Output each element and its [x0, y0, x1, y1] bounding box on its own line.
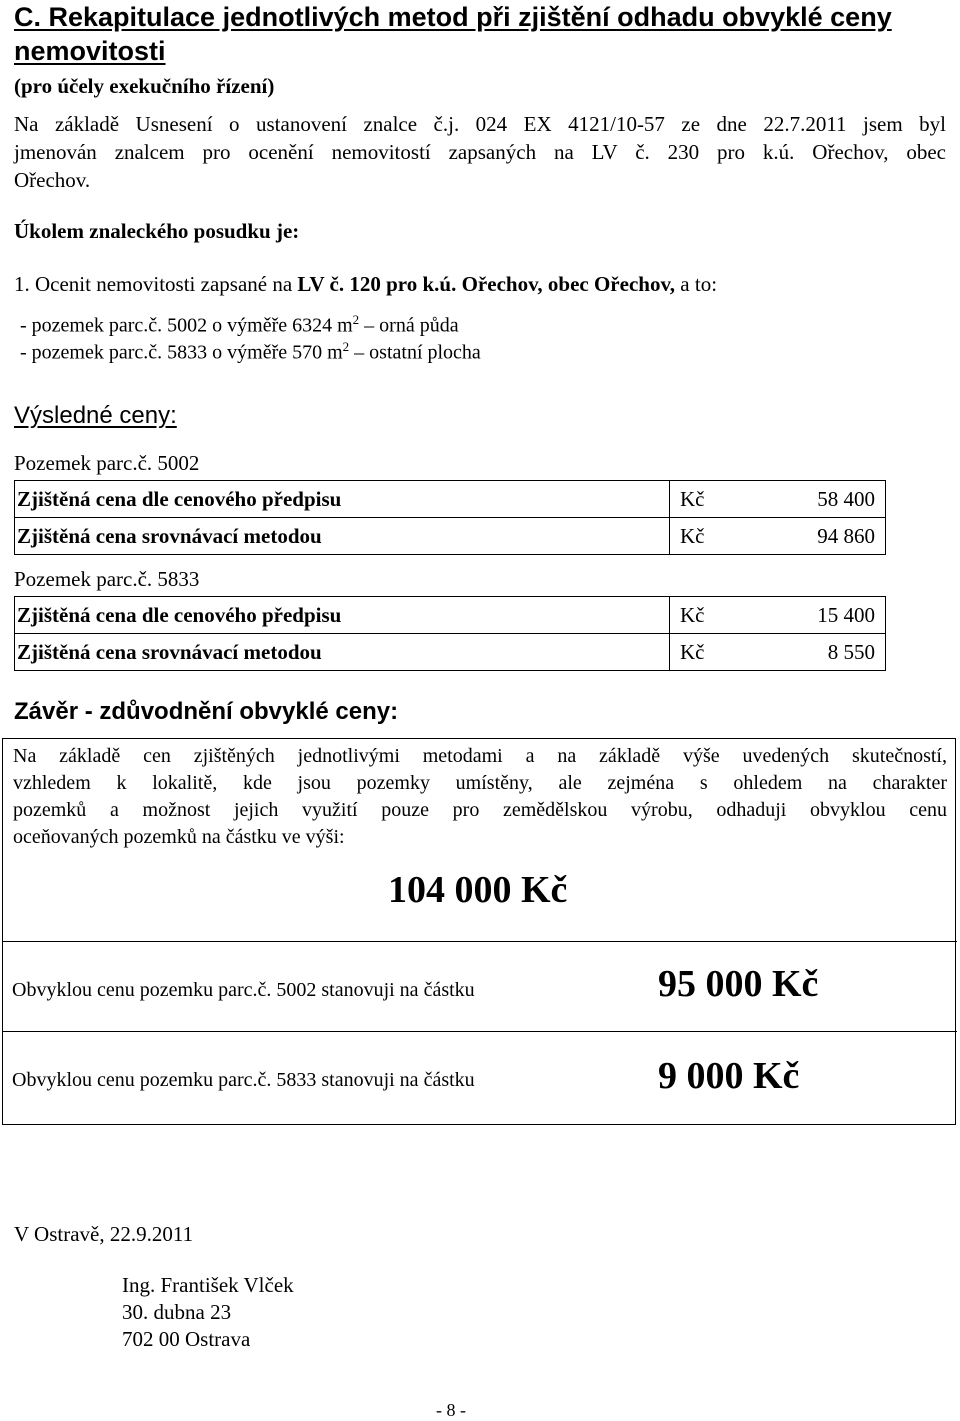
parcel-line-2 — [20, 339, 481, 365]
row-value: 15 400 — [800, 597, 886, 634]
intro-line-3: Ořechov. — [14, 168, 91, 192]
row-label: Zjištěná cena dle cenového předpisu — [15, 597, 670, 634]
table-row — [15, 634, 886, 671]
table-row — [15, 597, 886, 634]
parcel-price-label-5833: Obvyklou cenu pozemku parc.č. 5833 stanovuji na částku — [12, 1069, 475, 1091]
conclusion-line: pozemků a možnost jejich využití pouze pro zemědělskou výrobu, odhaduji obvyklou cenu — [13, 799, 947, 821]
task-title: Úkolem znaleckého posudku je: — [14, 219, 300, 243]
results-title: Výsledné ceny: — [14, 402, 177, 429]
row-label: Zjištěná cena dle cenového předpisu — [15, 481, 670, 518]
task-item-suffix: a to: — [675, 272, 718, 296]
row-value: 94 860 — [800, 518, 886, 555]
price-table-5833 — [14, 596, 886, 671]
conclusion-line: oceňovaných pozemků na částku ve výši: — [13, 826, 345, 848]
place-date: V Ostravě, 22.9.2011 — [14, 1222, 194, 1246]
signer-name: Ing. František Vlček — [122, 1273, 294, 1297]
page-number: - 8 - — [436, 1400, 466, 1420]
row-currency: Kč — [670, 481, 801, 518]
row-currency: Kč — [670, 634, 801, 671]
parcel-1-type: – orná půda — [359, 314, 459, 337]
task-item-bold: LV č. 120 pro k.ú. Ořechov, obec Ořechov, — [297, 272, 676, 296]
intro-line-2: jmenován znalcem pro ocenění nemovitostí zapsaných na LV č. 230 pro k.ú. Ořechov, obec — [14, 140, 946, 164]
conclusion-box — [2, 738, 956, 1125]
signer-street: 30. dubna 23 — [122, 1300, 232, 1324]
row-currency: Kč — [670, 518, 801, 555]
section-title: C. Rekapitulace jednotlivých metod při zjištění odhadu obvyklé ceny nemovitosti — [14, 2, 892, 66]
conclusion-line: vzhledem k lokalitě, kde jsou pozemky umístěny, ale zejména s ohledem na charakter — [13, 772, 947, 794]
parcel-1-sup: 2 — [352, 312, 360, 327]
conclusion-line: Na základě cen zjištěných jednotlivými metodami a na základě výše uvedených skutečností, — [13, 745, 947, 767]
conclusion-text — [13, 743, 947, 851]
parcel-2-sup: 2 — [342, 339, 350, 354]
task-item-prefix: 1. Ocenit nemovitosti zapsané na — [14, 272, 298, 296]
parcel-line-1 — [20, 312, 459, 338]
task-item — [14, 272, 717, 297]
divider — [2, 1031, 957, 1032]
group-label-5002: Pozemek parc.č. 5002 — [14, 451, 200, 475]
parcel-2-text: - pozemek parc.č. 5833 o výměře 570 m — [20, 341, 343, 364]
parcel-price-amount-5833: 9 000 Kč — [658, 1055, 800, 1097]
parcel-price-label-5002: Obvyklou cenu pozemku parc.č. 5002 stanovuji na částku — [12, 979, 475, 1001]
table-row — [15, 481, 886, 518]
parcel-price-amount-5002: 95 000 Kč — [658, 963, 819, 1005]
section-subtitle: (pro účely exekučního řízení) — [14, 74, 275, 98]
signer-city: 702 00 Ostrava — [122, 1327, 251, 1351]
row-value: 8 550 — [800, 634, 886, 671]
row-value: 58 400 — [800, 481, 886, 518]
conclusion-title: Závěr - zdůvodnění obvyklé ceny: — [14, 698, 399, 725]
total-amount: 104 000 Kč — [388, 869, 568, 911]
row-currency: Kč — [670, 597, 801, 634]
row-label: Zjištěná cena srovnávací metodou — [15, 634, 670, 671]
group-label-5833: Pozemek parc.č. 5833 — [14, 567, 200, 591]
row-label: Zjištěná cena srovnávací metodou — [15, 518, 670, 555]
divider — [2, 941, 957, 942]
parcel-1-text: - pozemek parc.č. 5002 o výměře 6324 m — [20, 314, 353, 337]
parcel-2-type: – ostatní plocha — [349, 341, 481, 364]
intro-line-1: Na základě Usnesení o ustanovení znalce č.j. 024 EX 4121/10-57 ze dne 22.7.2011 jsem byl — [14, 112, 946, 136]
table-row — [15, 518, 886, 555]
price-table-5002 — [14, 480, 886, 555]
